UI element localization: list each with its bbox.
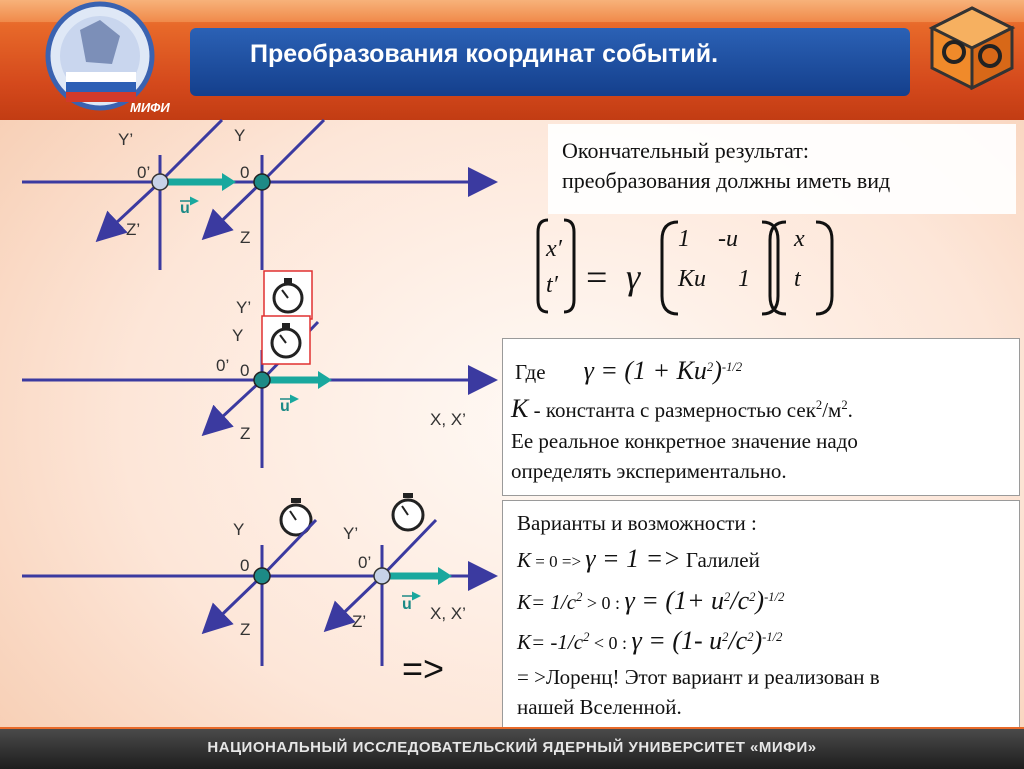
v2-cond: > 0 : <box>582 593 625 613</box>
v2-gamma: γ = (1+ u <box>624 586 725 615</box>
label-z: Z <box>240 424 251 443</box>
page-title: Преобразования координат событий. <box>250 40 719 68</box>
z-axis <box>206 182 262 236</box>
v3-close: ) <box>753 626 763 655</box>
label-y: Y <box>233 520 245 539</box>
y-axis <box>262 120 324 182</box>
label-origin: 0 <box>240 556 250 575</box>
matrix-left-bottom: t′ <box>546 272 558 298</box>
origin <box>254 568 270 584</box>
variants-heading: Варианты и возможности : <box>517 511 757 535</box>
variants-box <box>502 500 1020 730</box>
matrix-m21: Ku <box>678 266 707 292</box>
label-origin-prime: 0’ <box>137 163 151 182</box>
label-origin-prime: 0’ <box>216 356 230 375</box>
k-text: - константа с размерностью сек <box>528 398 816 422</box>
variants-line-5: = >Лоренц! Этот вариант и реализован в <box>517 665 880 689</box>
label-y-prime: Y’ <box>236 298 252 317</box>
v1-gamma: γ = 1 => <box>585 544 681 573</box>
k-sup2: 2 <box>841 398 848 412</box>
gamma-exp-sq: 2 <box>706 360 714 374</box>
diagram-3 <box>22 520 492 666</box>
label-z: Z <box>240 620 251 639</box>
z-axis <box>206 576 262 630</box>
v3-sup3: 2 <box>747 630 754 644</box>
implies-arrow: => <box>402 648 445 689</box>
v2-sup: 2 <box>576 590 583 604</box>
label-y-prime: Y’ <box>343 524 359 543</box>
v2-pow: -1/2 <box>764 590 785 604</box>
gamma-close: ) <box>713 356 722 385</box>
variant-galilei <box>517 545 760 576</box>
label-z: Z <box>240 228 251 247</box>
footer-text: НАЦИОНАЛЬНЫЙ ИССЛЕДОВАТЕЛЬСКИЙ ЯДЕРНЫЙ УНИВЕРСИТЕТ «МИФИ» <box>207 739 817 756</box>
origin <box>254 372 270 388</box>
k-mid: /м <box>822 398 842 422</box>
origin-prime <box>152 174 168 190</box>
matrix-m11: 1 <box>678 226 690 252</box>
origin <box>254 174 270 190</box>
v1-k: K <box>517 548 532 572</box>
stopwatch-icon <box>393 493 423 530</box>
label-u: u <box>280 398 290 415</box>
gamma-formula: γ = (1 + Ku <box>583 356 707 385</box>
result-line-2: преобразования должны иметь вид <box>562 168 891 193</box>
z-axis <box>206 380 262 432</box>
result-line-1: Окончательный результат: <box>562 138 809 163</box>
gamma-power: -1/2 <box>721 360 743 374</box>
gamma-symbol: γ <box>626 257 641 297</box>
definition-box <box>502 338 1020 496</box>
label-u: u <box>402 596 412 613</box>
label-z-prime: Z’ <box>126 220 141 239</box>
v2-k: K= 1/c <box>517 590 577 614</box>
label-x-axis: X, X’ <box>430 604 466 623</box>
matrix-m22: 1 <box>738 266 750 292</box>
gamma-definition-line <box>515 353 742 386</box>
v3-sup2: 2 <box>722 630 729 644</box>
label-y: Y <box>234 126 246 145</box>
k-definition-line <box>511 391 853 424</box>
variant-positive-k <box>517 583 784 617</box>
result-box <box>548 124 1016 214</box>
k-end: . <box>847 398 853 422</box>
equals-sign: = <box>586 257 608 299</box>
label-x-axis: X, X’ <box>430 410 466 429</box>
v2-c: /c <box>730 586 750 615</box>
label-origin: 0 <box>240 163 250 182</box>
variants-line-6: нашей Вселенной. <box>517 695 682 719</box>
v2-close: ) <box>755 586 765 615</box>
matrix-right-bottom: t <box>794 266 801 292</box>
definition-line-4: определять экспериментально. <box>511 459 787 483</box>
v3-cond: < 0 : <box>589 633 632 653</box>
v1-name: Галилей <box>680 548 760 572</box>
footer-bar <box>0 727 1024 769</box>
where-label: Где <box>515 360 546 384</box>
k-sup1: 2 <box>815 398 823 412</box>
v3-c: /c <box>728 626 748 655</box>
y-prime-axis <box>160 120 222 182</box>
v2-sup3: 2 <box>749 590 756 604</box>
variant-negative-k <box>517 623 782 657</box>
velocity-arrowhead <box>318 371 332 389</box>
origin-prime <box>374 568 390 584</box>
label-y: Y <box>232 326 244 345</box>
velocity-arrowhead <box>222 173 236 191</box>
label-z-prime: Z’ <box>352 612 367 631</box>
label-origin-prime: 0’ <box>358 553 372 572</box>
velocity-arrowhead <box>438 567 452 585</box>
matrix-m12: -u <box>718 226 738 252</box>
v2-sup2: 2 <box>724 590 731 604</box>
label-y-prime: Y’ <box>118 130 134 149</box>
label-origin: 0 <box>240 361 250 380</box>
v3-pow: -1/2 <box>762 630 783 644</box>
v3-k: K= -1/c <box>517 630 584 654</box>
definition-line-3: Ее реальное конкретное значение надо <box>511 429 858 453</box>
matrix-left-top: x′ <box>546 236 562 262</box>
label-u: u <box>180 200 190 217</box>
logo-text: МИФИ <box>130 100 170 115</box>
v3-gamma: γ = (1- u <box>631 626 723 655</box>
k-letter: K <box>511 394 529 423</box>
diagram-2 <box>22 271 492 468</box>
v3-sup: 2 <box>583 630 590 644</box>
diagram-1 <box>22 120 492 270</box>
v1-cond: = 0 => <box>531 552 586 571</box>
matrix-right-top: x <box>794 226 805 252</box>
